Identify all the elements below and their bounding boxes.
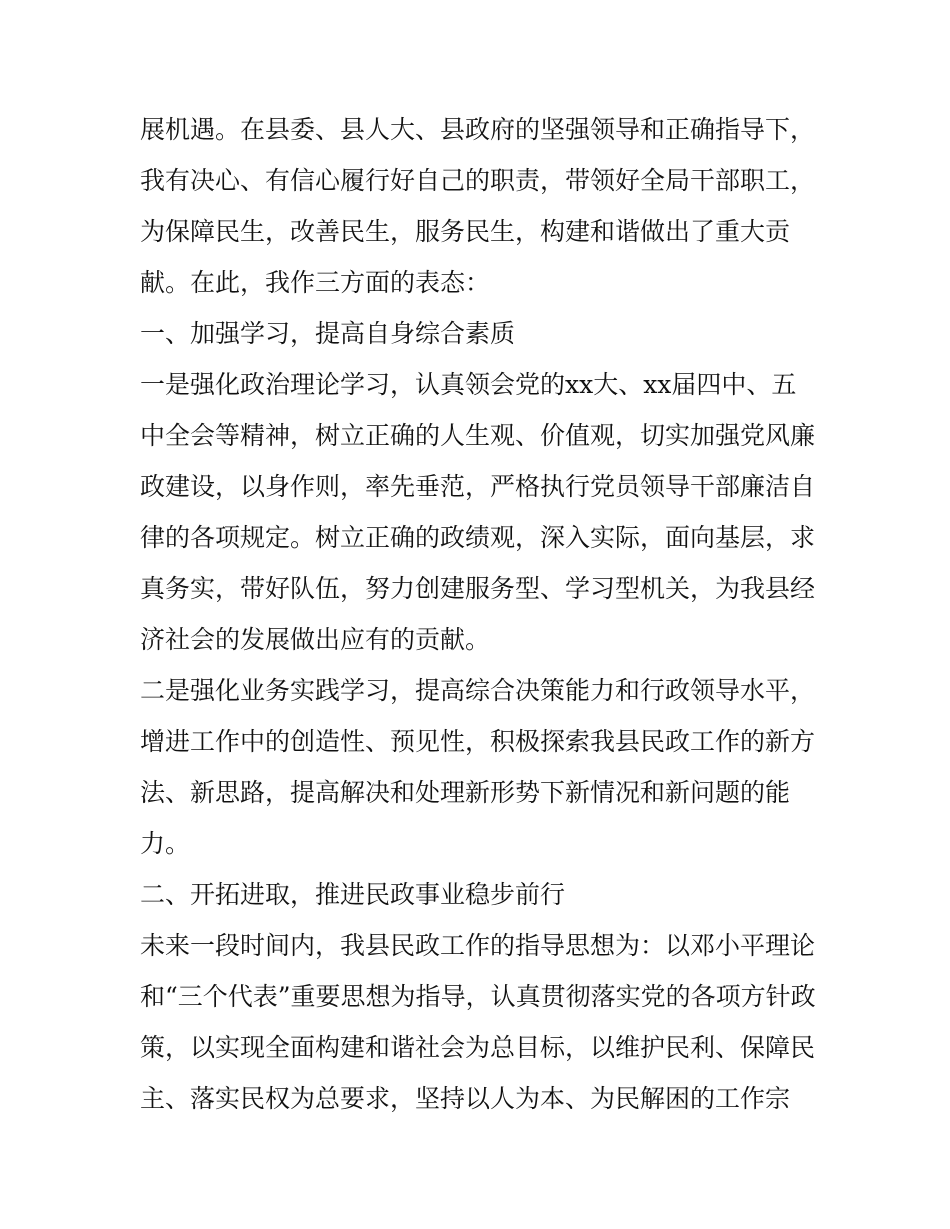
section-heading: 一、加强学习，提高自身综合素质 xyxy=(140,319,516,348)
text-line: 未来一段时间内，我县民政工作的指导思想为：以邓小平理论 xyxy=(140,931,816,960)
text-line: 增进工作中的创造性、预见性，积极探索我县民政工作的新方 xyxy=(140,727,816,756)
text-line: 济社会的发展做出应有的贡献。 xyxy=(140,625,491,654)
text-line: 中全会等精神，树立正确的人生观、价值观，切实加强党风廉 xyxy=(140,421,816,450)
text-line: 和“三个代表”重要思想为指导，认真贯彻落实党的各项方针政 xyxy=(140,982,816,1011)
text-line: 二是强化业务实践学习，提高综合决策能力和行政领导水平， xyxy=(140,676,816,705)
body-text xyxy=(140,104,830,1124)
text-line: 我有决心、有信心履行好自己的职责，带领好全局干部职工， xyxy=(140,166,816,195)
text-line: 真务实，带好队伍，努力创建服务型、学习型机关，为我县经 xyxy=(140,574,816,603)
text-line: 主、落实民权为总要求，坚持以人为本、为民解困的工作宗 xyxy=(140,1084,791,1113)
text-line: 律的各项规定。树立正确的政绩观，深入实际，面向基层，求 xyxy=(140,523,816,552)
section-heading: 二、开拓进取，推进民政事业稳步前行 xyxy=(140,880,566,909)
text-line: 力。 xyxy=(140,829,191,858)
text-line: 法、新思路，提高解决和处理新形势下新情况和新问题的能 xyxy=(140,778,791,807)
text-line: 政建设，以身作则，率先垂范，严格执行党员领导干部廉洁自 xyxy=(140,472,816,501)
text-line: 为保障民生，改善民生，服务民生，构建和谐做出了重大贡 xyxy=(140,217,791,246)
text-line: 一是强化政治理论学习，认真领会党的xx大、xx届四中、五 xyxy=(140,370,797,399)
text-line: 献。在此，我作三方面的表态： xyxy=(140,268,491,297)
text-line: 展机遇。在县委、县人大、县政府的坚强领导和正确指导下， xyxy=(140,115,816,144)
text-line: 策，以实现全面构建和谐社会为总目标，以维护民利、保障民 xyxy=(140,1033,816,1062)
